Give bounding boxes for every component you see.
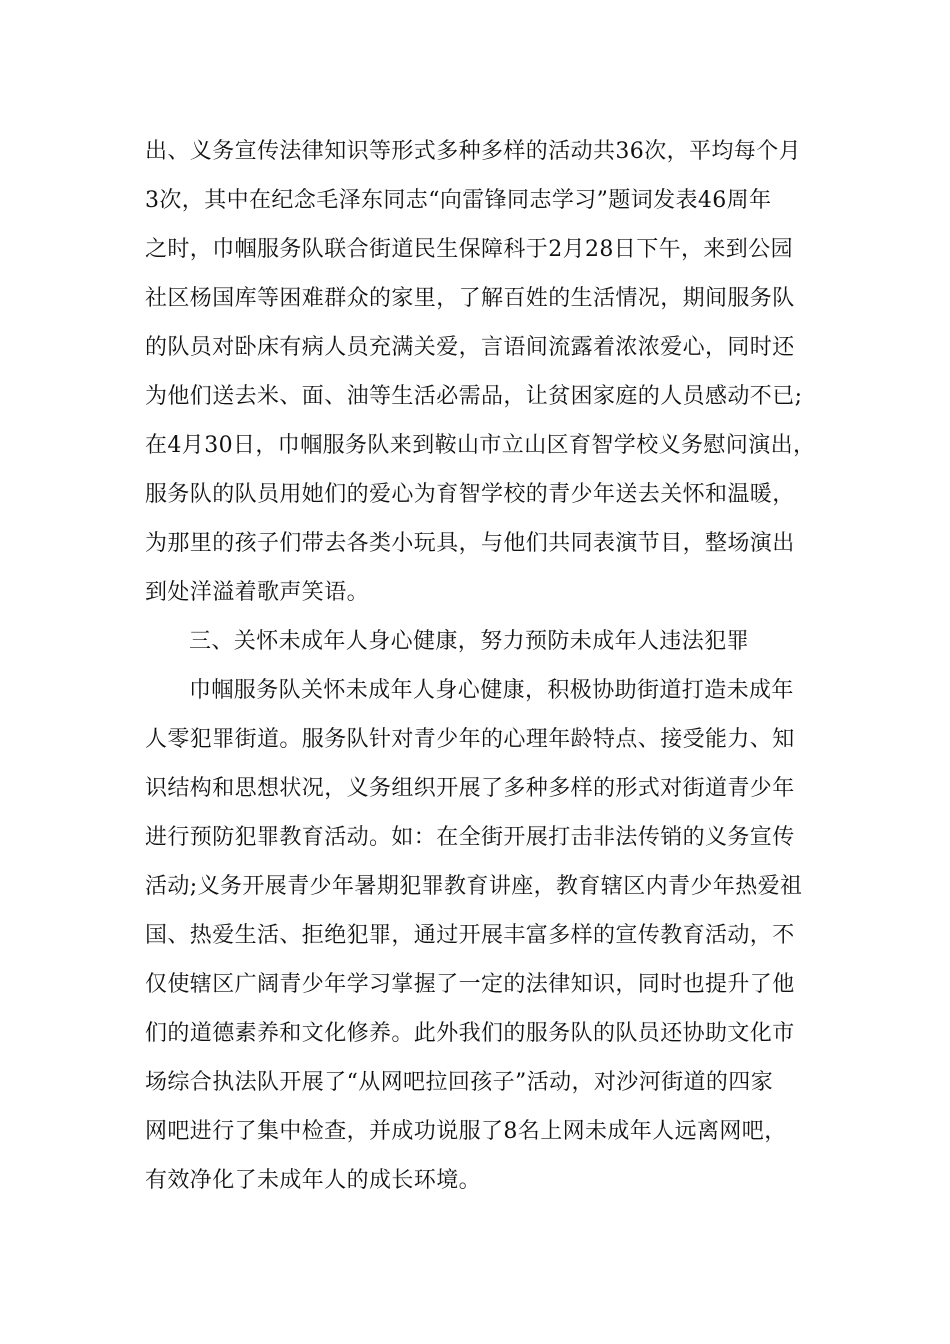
text-line: 服务队的队员用她们的爱心为育智学校的青少年送去关怀和温暖， <box>145 482 795 507</box>
paragraph-first-line: 巾帼服务队关怀未成年人身心健康，积极协助街道打造未成年 <box>189 678 794 703</box>
text-line: 出、义务宣传法律知识等形式多种多样的活动共36次，平均每个月 <box>145 139 801 164</box>
text-line: 在4月30日，巾帼服务队来到鞍山市立山区育智学校义务慰问演出， <box>145 433 816 458</box>
text-line: 进行预防犯罪教育活动。如：在全街开展打击非法传销的义务宣传 <box>145 825 795 850</box>
text-line: 为他们送去米、面、油等生活必需品，让贫困家庭的人员感动不已; <box>145 384 803 409</box>
text-line: 们的道德素养和文化修养。此外我们的服务队的队员还协助文化市 <box>145 1021 795 1046</box>
text-line: 之时，巾帼服务队联合街道民生保障科于2月28日下午，来到公园 <box>145 237 793 262</box>
text-line: 场综合执法队开展了“从网吧拉回孩子”活动，对沙河街道的四家 <box>145 1070 774 1095</box>
text-line: 3次，其中在纪念毛泽东同志“向雷锋同志学习”题词发表46周年 <box>145 188 772 213</box>
text-line: 国、热爱生活、拒绝犯罪，通过开展丰富多样的宣传教育活动，不 <box>145 923 795 948</box>
text-line: 网吧进行了集中检查，并成功说服了8名上网未成年人远离网吧， <box>145 1119 787 1144</box>
text-line: 人零犯罪街道。服务队针对青少年的心理年龄特点、接受能力、知 <box>145 727 795 752</box>
text-line: 有效净化了未成年人的成长环境。 <box>145 1168 482 1193</box>
text-line: 为那里的孩子们带去各类小玩具，与他们共同表演节目，整场演出 <box>145 531 795 556</box>
text-line: 活动;义务开展青少年暑期犯罪教育讲座，教育辖区内青少年热爱祖 <box>145 874 803 899</box>
text-line: 识结构和思想状况，义务组织开展了多种多样的形式对街道青少年 <box>145 776 795 801</box>
text-line: 仅使辖区广阔青少年学习掌握了一定的法律知识，同时也提升了他 <box>145 972 795 997</box>
text-line: 的队员对卧床有病人员充满关爱，言语间流露着浓浓爱心，同时还 <box>145 335 795 360</box>
text-line: 社区杨国库等困难群众的家里，了解百姓的生活情况，期间服务队 <box>145 286 795 311</box>
section-heading: 三、关怀未成年人身心健康，努力预防未成年人违法犯罪 <box>189 629 750 654</box>
text-line: 到处洋溢着歌声笑语。 <box>145 580 370 605</box>
